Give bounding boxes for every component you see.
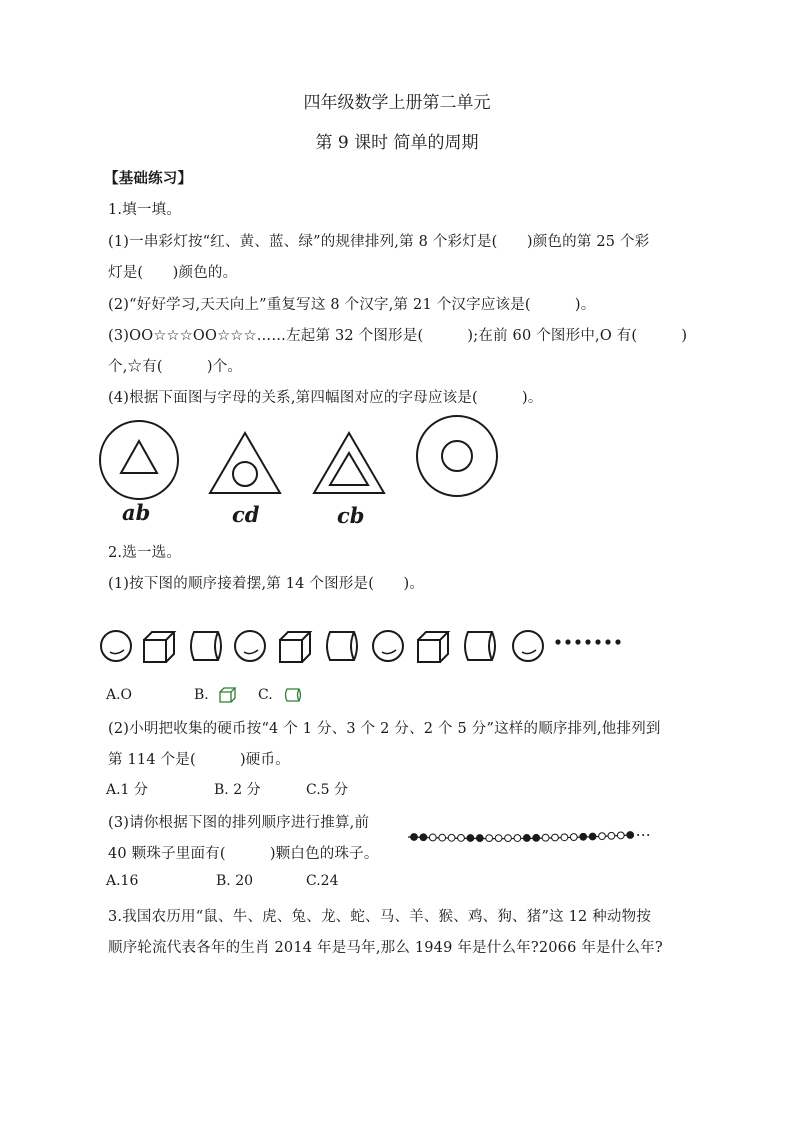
bead-white bbox=[514, 835, 521, 842]
bead-black bbox=[476, 835, 483, 842]
figure-label-1: ab bbox=[122, 500, 151, 525]
figure-triangle-circle bbox=[206, 428, 286, 498]
seq-circle-1 bbox=[101, 631, 131, 661]
bead-white bbox=[458, 835, 465, 842]
q2-p3-option-c: C.24 bbox=[306, 873, 339, 889]
q2-p2-option-a: A.1 分 bbox=[106, 782, 148, 798]
seq-circle-3 bbox=[373, 631, 403, 661]
seq-cube-2 bbox=[280, 632, 310, 662]
q2-p3-option-b: B. 20 bbox=[216, 873, 254, 889]
q2-p1-option-c bbox=[258, 687, 303, 703]
bead-white bbox=[552, 834, 559, 841]
figure-label-3: cb bbox=[337, 503, 365, 528]
q1-heading: 1.填一填。 bbox=[108, 202, 182, 218]
q1-part1-line1: (1)一串彩灯按“红、黄、蓝、绿”的规律排列,第 8 个彩灯是( )颜色的第 25 个彩 bbox=[108, 234, 650, 250]
bead-white bbox=[608, 832, 615, 839]
bead-white bbox=[570, 834, 577, 841]
bead-black bbox=[580, 833, 587, 840]
bead-ellipsis-dot bbox=[642, 834, 644, 836]
figure-label-2: cd bbox=[232, 502, 260, 527]
bead-black bbox=[411, 834, 418, 841]
bead-white bbox=[448, 834, 455, 841]
option-cube-icon bbox=[219, 687, 237, 703]
q1-part3-line2: 个,☆有( )个。 bbox=[108, 359, 243, 375]
bead-black bbox=[467, 835, 474, 842]
bead-white bbox=[495, 835, 502, 842]
shape-sequence bbox=[96, 620, 636, 670]
q3-line2: 顺序轮流代表各年的生肖 2014 年是马年,那么 1949 年是什么年?2066 年是什么年? bbox=[108, 940, 663, 956]
bead-string bbox=[408, 826, 668, 850]
seq-circle-4 bbox=[513, 631, 543, 661]
page-title: 四年级数学上册第二单元 bbox=[303, 93, 491, 113]
section-label: 【基础练习】 bbox=[104, 170, 193, 187]
q2-part2-line2: 第 114 个是( )硬币。 bbox=[108, 752, 290, 768]
bead-white bbox=[439, 834, 446, 841]
q2-p1-option-b-label: B. bbox=[194, 687, 209, 703]
q2-p3-option-a: A.16 bbox=[106, 873, 139, 889]
bead-black bbox=[627, 832, 634, 839]
figure-circle-circle bbox=[414, 413, 504, 503]
bead-white bbox=[617, 832, 624, 839]
q2-p1-option-b bbox=[194, 687, 237, 703]
figure-circle-triangle bbox=[96, 416, 186, 506]
bead-white bbox=[429, 834, 436, 841]
q1-part2: (2)“好好学习,天天向上”重复写这 8 个汉字,第 21 个汉字应该是( )。 bbox=[108, 297, 596, 313]
bead-black bbox=[523, 835, 530, 842]
q2-p1-option-c-label: C. bbox=[258, 687, 273, 703]
bead-white bbox=[486, 835, 493, 842]
seq-circle-2 bbox=[235, 631, 265, 661]
q3-line1: 3.我国农历用“鼠、牛、虎、兔、龙、蛇、马、羊、猴、鸡、狗、猪”这 12 种动物按 bbox=[108, 909, 652, 925]
seq-cylinder-1 bbox=[191, 632, 221, 660]
q2-p1-option-a: A.O bbox=[106, 687, 133, 703]
q2-part1: (1)按下图的顺序接着摆,第 14 个图形是( )。 bbox=[108, 576, 425, 592]
seq-cube-3 bbox=[418, 632, 448, 662]
bead-white bbox=[599, 833, 606, 840]
bead-black bbox=[533, 834, 540, 841]
seq-ellipsis bbox=[555, 639, 620, 644]
seq-cube-1 bbox=[144, 632, 174, 662]
seq-cylinder-3 bbox=[465, 632, 495, 660]
bead-ellipsis-dot bbox=[647, 834, 649, 836]
bead-black bbox=[420, 834, 427, 841]
bead-ellipsis-dot bbox=[637, 834, 639, 836]
q2-p2-option-c: C.5 分 bbox=[306, 782, 349, 798]
q1-part4: (4)根据下面图与字母的关系,第四幅图对应的字母应该是( )。 bbox=[108, 390, 543, 406]
q2-part3-line1: (3)请你根据下图的排列顺序进行推算,前 bbox=[108, 815, 370, 831]
q2-part3-line2: 40 颗珠子里面有( )颗白色的珠子。 bbox=[108, 846, 379, 862]
option-cylinder-icon bbox=[283, 687, 303, 703]
page-subtitle: 第 9 课时 简单的周期 bbox=[315, 133, 479, 153]
bead-white bbox=[505, 835, 512, 842]
q1-part1-line2: 灯是( )颜色的。 bbox=[108, 265, 238, 281]
q2-heading: 2.选一选。 bbox=[108, 545, 182, 561]
figure-triangle-triangle bbox=[310, 428, 390, 498]
bead-white bbox=[561, 834, 568, 841]
bead-white bbox=[542, 834, 549, 841]
seq-cylinder-2 bbox=[327, 632, 357, 660]
bead-black bbox=[589, 833, 596, 840]
q2-p2-option-b: B. 2 分 bbox=[214, 782, 261, 798]
q1-part3-line1: (3)OO☆☆☆OO☆☆☆……左起第 32 个图形是( );在前 60 个图形中,O 有( ) bbox=[108, 328, 688, 344]
q2-part2-line1: (2)小明把收集的硬币按“4 个 1 分、3 个 2 分、2 个 5 分”这样的顺序排列,他排列到 bbox=[108, 721, 661, 737]
